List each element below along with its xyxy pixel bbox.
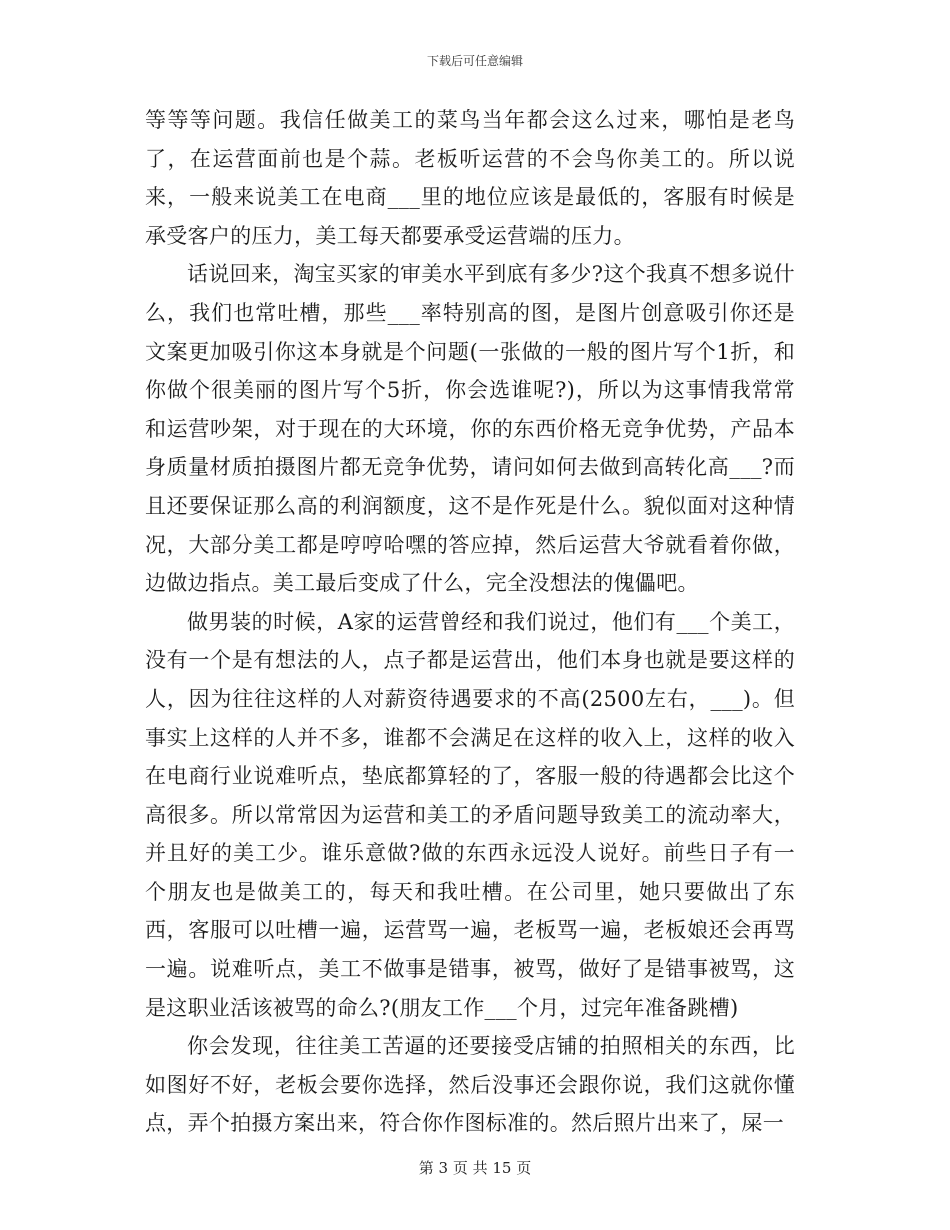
- document-body: [145, 101, 795, 1143]
- page-number-footer: 第 3 页 共 15 页: [418, 1159, 532, 1177]
- paragraph-4: 你会发现，往往美工苦逼的还要接受店铺的拍照相关的东西，比如图好不好，老板会要你选择，然后没事还会跟你说，我们这就你懂点，弄个拍摄方案出来，符合你作图标准的。然后照片出来了，屎一: [145, 1034, 795, 1136]
- paragraph-1: 等等等问题。我信任做美工的菜鸟当年都会这么过来，哪怕是老鸟了，在运营面前也是个蒜。老板听运营的不会鸟你美工的。所以说来，一般来说美工在电商___里的地位应该是最低的，客服有时候是承受客户的压力，美工每天都要承受运营端的压力。: [145, 108, 795, 248]
- paragraph-2: 话说回来，淘宝买家的审美水平到底有多少?这个我真不想多说什么，我们也常吐槽，那些___率特别高的图，是图片创意吸引你还是文案更加吸引你这本身就是个问题(一张做的一般的图片写个1折，和你做个很美丽的图片写个5折，你会选谁呢?)，所以为这事情我常常和运营吵架，对于现在的大环境，你的东西价格无竞争优势，产品本身质量材质拍摄图片都无竞争优势，请问如何去做到高转化高___?而且还要保证那么高的利润额度，这不是作死是什么。貌似面对这种情况，大部分美工都是哼哼哈嘿的答应掉，然后运营大爷就看着你做，边做边指点。美工最后变成了什么，完全没想法的傀儡吧。: [145, 262, 795, 596]
- page-header-note: 下载后可任意编辑: [426, 54, 523, 68]
- paragraph-3: 做男装的时候，A家的运营曾经和我们说过，他们有___个美工，没有一个是有想法的人，点子都是运营出，他们本身也就是要这样的人，因为往往这样的人对薪资待遇要求的不高(2500左右，___)。但事实上这样的人并不多，谁都不会满足在这样的收入上，这样的收入在电商行业说难听点，垫底都算轻的了，客服一般的待遇都会比这个高很多。所以常常因为运营和美工的矛盾问题导致美工的流动率大，并且好的美工少。谁乐意做?做的东西永远没人说好。前些日子有一个朋友也是做美工的，每天和我吐槽。在公司里，她只要做出了东西，客服可以吐槽一遍，运营骂一遍，老板骂一遍，老板娘还会再骂一遍。说难听点，美工不做事是错事，被骂，做好了是错事被骂，这是这职业活该被骂的命么?(朋友工作___个月，过完年准备跳槽): [145, 609, 795, 1020]
